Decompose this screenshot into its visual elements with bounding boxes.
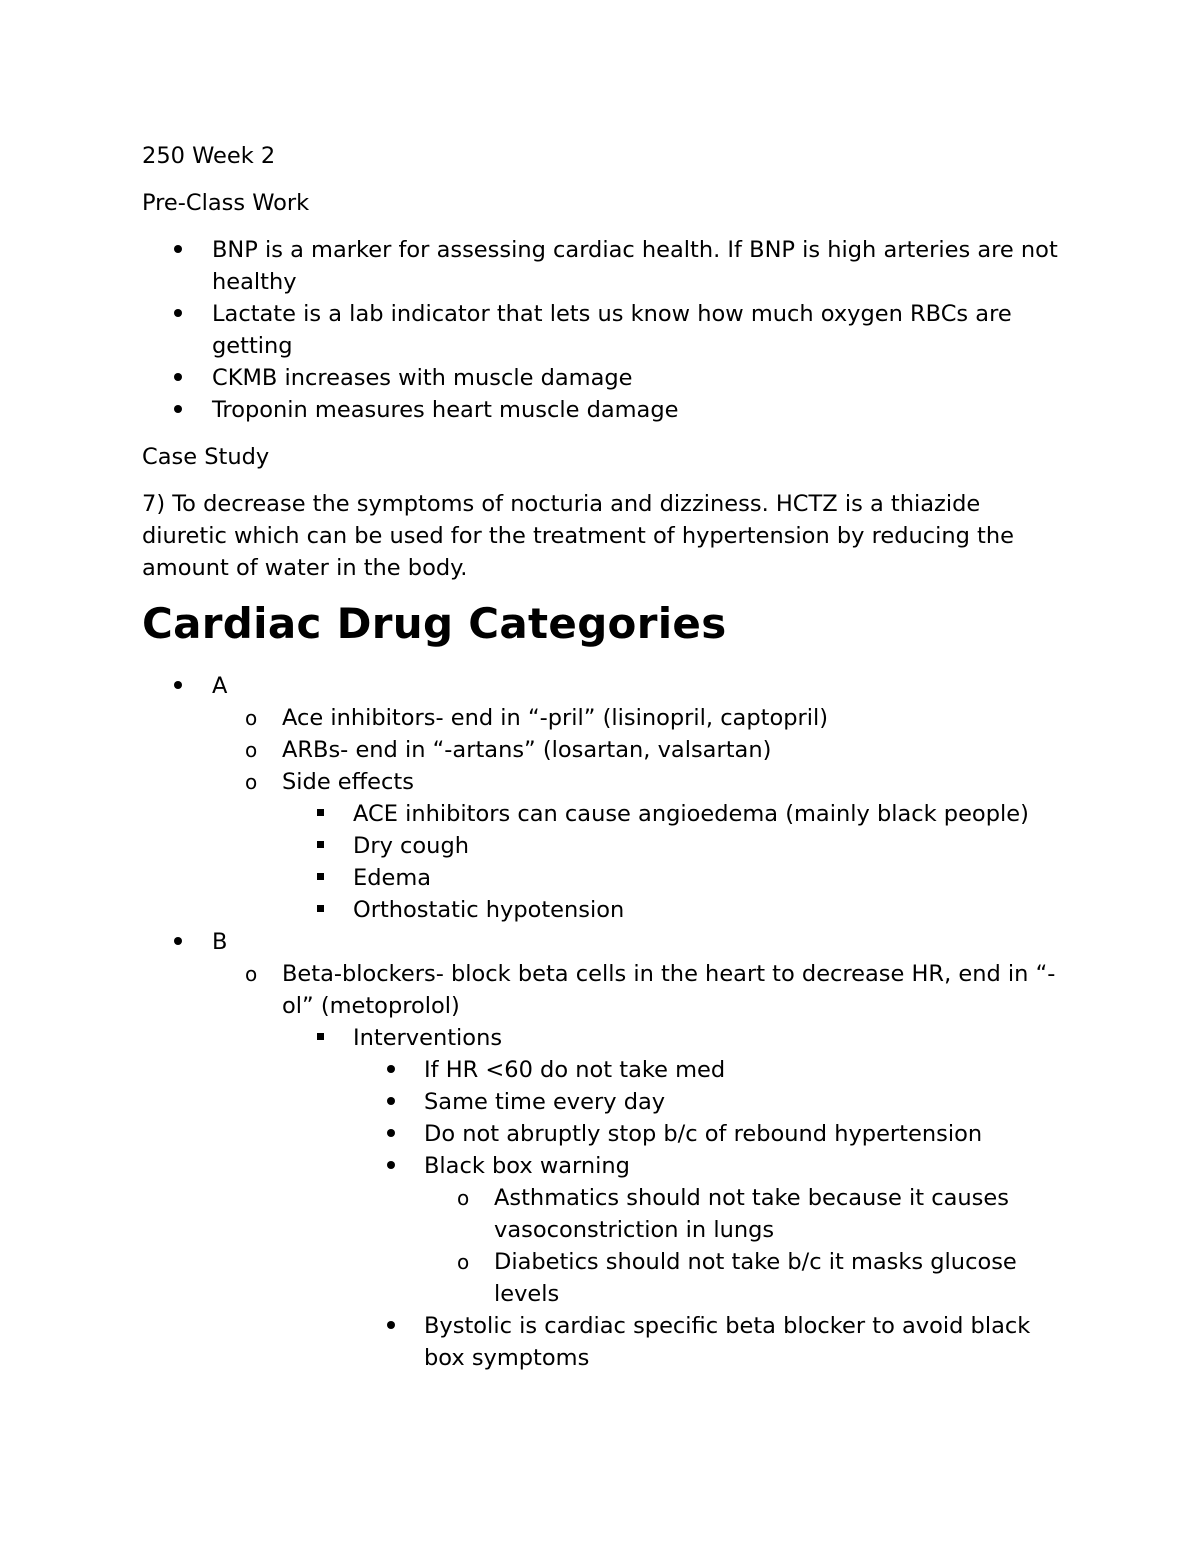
list-item xyxy=(142,958,1067,1022)
category-label: A xyxy=(212,673,228,699)
document-page xyxy=(142,140,1067,1374)
list-item-text: Troponin measures heart muscle damage xyxy=(212,397,679,423)
bullet-dot-icon xyxy=(174,362,182,394)
pre-class-heading: Pre-Class Work xyxy=(142,190,310,216)
bullet-square-icon xyxy=(317,830,324,862)
list-item xyxy=(142,1150,1067,1182)
bullet-dot-icon xyxy=(174,670,182,702)
list-item xyxy=(142,234,1067,298)
list-item-text: Interventions xyxy=(353,1025,503,1051)
list-item-text: Asthmatics should not take because it causes vasoconstriction in lungs xyxy=(494,1185,1009,1243)
list-item-text: If HR <60 do not take med xyxy=(424,1057,726,1083)
list-item-category-a xyxy=(142,670,1067,702)
list-item-text: ACE inhibitors can cause angioedema (mainly black people) xyxy=(353,801,1029,827)
list-item xyxy=(142,862,1067,894)
bullet-dot-icon xyxy=(174,394,182,426)
list-item xyxy=(142,798,1067,830)
pre-class-list xyxy=(142,234,1067,426)
list-item xyxy=(142,1022,1067,1054)
category-label: B xyxy=(212,929,228,955)
bullet-square-icon xyxy=(317,862,324,894)
list-item-text: Lactate is a lab indicator that lets us know how much oxygen RBCs are getting xyxy=(212,301,1012,359)
bullet-square-icon xyxy=(317,1022,324,1054)
bullet-circle-icon: o xyxy=(245,738,258,762)
list-item xyxy=(142,394,1067,426)
bullet-circle-icon: o xyxy=(245,962,258,986)
bullet-circle-icon: o xyxy=(457,1186,470,1210)
case-study-text: 7) To decrease the symptoms of nocturia and dizziness. HCTZ is a thiazide diuretic which can be used for the treatment of hypertension by reducing the amount of water in the body. xyxy=(142,491,1014,581)
list-item xyxy=(142,298,1067,362)
list-item-category-b xyxy=(142,926,1067,958)
list-item-text: Same time every day xyxy=(424,1089,666,1115)
list-item xyxy=(142,1086,1067,1118)
bullet-dot-icon xyxy=(387,1118,395,1150)
list-item xyxy=(142,894,1067,926)
bullet-square-icon xyxy=(317,894,324,926)
list-item xyxy=(142,766,1067,798)
list-item-text: Dry cough xyxy=(353,833,469,859)
drug-categories-list xyxy=(142,670,1067,1374)
list-item xyxy=(142,1246,1067,1310)
list-item xyxy=(142,1054,1067,1086)
list-item-text: BNP is a marker for assessing cardiac health. If BNP is high arteries are not healthy xyxy=(212,237,1058,295)
list-item-text: Bystolic is cardiac specific beta blocker to avoid black box symptoms xyxy=(424,1313,1031,1371)
list-item xyxy=(142,830,1067,862)
bullet-dot-icon xyxy=(174,298,182,330)
bullet-dot-icon xyxy=(387,1086,395,1118)
bullet-dot-icon xyxy=(387,1310,395,1342)
list-item-text: Black box warning xyxy=(424,1153,630,1179)
bullet-dot-icon xyxy=(174,926,182,958)
bullet-square-icon xyxy=(317,798,324,830)
list-item xyxy=(142,1310,1067,1374)
list-item-text: Diabetics should not take b/c it masks glucose levels xyxy=(494,1249,1017,1307)
bullet-dot-icon xyxy=(174,234,182,266)
bullet-circle-icon: o xyxy=(245,770,258,794)
list-item xyxy=(142,1118,1067,1150)
bullet-circle-icon: o xyxy=(245,706,258,730)
list-item-text: Side effects xyxy=(282,769,414,795)
bullet-dot-icon xyxy=(387,1054,395,1086)
list-item-text: Beta-blockers- block beta cells in the heart to decrease HR, end in “-ol” (metoprolol) xyxy=(282,961,1056,1019)
bullet-circle-icon: o xyxy=(457,1250,470,1274)
list-item-text: Orthostatic hypotension xyxy=(353,897,625,923)
list-item-text: Ace inhibitors- end in “-pril” (lisinopril, captopril) xyxy=(282,705,829,731)
list-item xyxy=(142,362,1067,394)
bullet-dot-icon xyxy=(387,1150,395,1182)
list-item xyxy=(142,702,1067,734)
cardiac-drug-categories-heading: Cardiac Drug Categories xyxy=(142,599,727,648)
list-item xyxy=(142,1182,1067,1246)
list-item-text: Do not abruptly stop b/c of rebound hypertension xyxy=(424,1121,983,1147)
list-item-text: ARBs- end in “-artans” (losartan, valsartan) xyxy=(282,737,772,763)
document-title: 250 Week 2 xyxy=(142,143,276,169)
list-item-text: Edema xyxy=(353,865,432,891)
list-item-text: CKMB increases with muscle damage xyxy=(212,365,633,391)
case-study-heading: Case Study xyxy=(142,444,270,470)
list-item xyxy=(142,734,1067,766)
